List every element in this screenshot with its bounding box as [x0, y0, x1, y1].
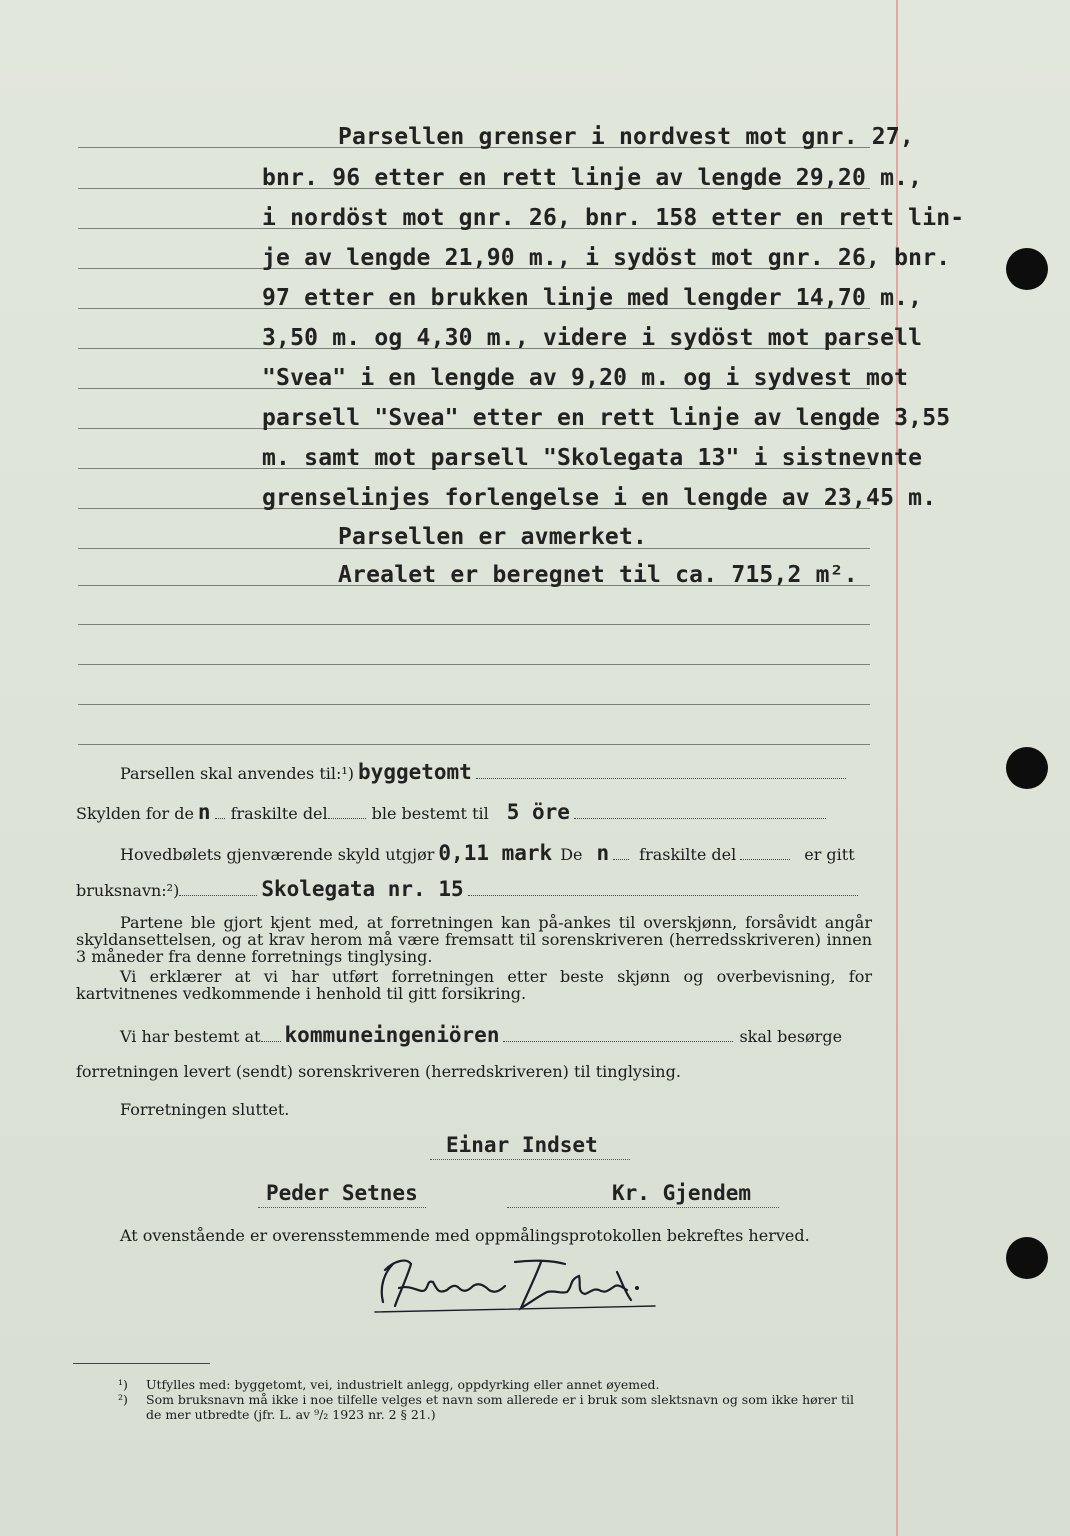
- dotted-line: [503, 1027, 733, 1042]
- dotted-line: [215, 804, 225, 819]
- signature-line: [258, 1206, 426, 1208]
- description-line: parsell "Svea" etter en rett linje av lengde 3,55: [262, 405, 951, 431]
- dotted-line: [261, 1027, 281, 1042]
- signature-line: [430, 1158, 630, 1160]
- description-line: Parsellen er avmerket.: [338, 524, 648, 550]
- signature-typed-1: Einar Indset: [446, 1133, 598, 1157]
- tax-value: 5 öre: [506, 800, 570, 824]
- resp-value: kommuneingeniören: [284, 1023, 500, 1047]
- dotted-line: [613, 845, 629, 860]
- punch-hole-middle: [1006, 747, 1048, 789]
- tax-fill-1: n: [197, 800, 211, 824]
- description-line: bnr. 96 etter en rett linje av lengde 29,20 m.,: [262, 165, 923, 191]
- ruled-line: [78, 664, 870, 665]
- signature-typed-3: Kr. Gjendem: [612, 1181, 752, 1205]
- name-value: Skolegata nr. 15: [261, 877, 464, 901]
- description-line: m. samt mot parsell "Skolegata 13" i sistnevnte: [262, 445, 923, 471]
- dotted-line: [574, 804, 826, 819]
- main-label-3: fraskilte del: [639, 845, 737, 864]
- ruled-line: [78, 744, 870, 745]
- use-label: Parsellen skal anvendes til:¹): [120, 764, 355, 783]
- area-line: Arealet er beregnet til ca. 715,2 m².: [338, 562, 858, 588]
- dotted-line: [476, 764, 846, 779]
- description-line: i nordöst mot gnr. 26, bnr. 158 etter en rett lin-: [262, 205, 965, 231]
- description-line: "Svea" i en lengde av 9,20 m. og i sydvest mot: [262, 365, 909, 391]
- footnote-text: Som bruksnavn må ikke i noe tilfelle velges et navn som allerede er i bruk som slektsnavn og som ikke hører til de mer utbredte (jfr. L. av ⁹/₂ 1923 nr. 2 § 21.): [146, 1392, 855, 1422]
- tax-row: [76, 800, 826, 824]
- declaration-paragraph: Vi erklærer at vi har utført forretningen etter beste skjønn og overbevisning, for kartvitnenes vedkommende i henhold til gitt forsikring.: [76, 967, 872, 1003]
- use-value: byggetomt: [358, 760, 472, 784]
- appeal-paragraph: Partene ble gjort kjent med, at forretningen kan på-ankes til overskjønn, forsåvidt angår skyldansettelsen, og at krav herom må være fremsatt til sorenskriveren (herredsskriveren) innen 3 måneder fra denne forretnings tinglysing.: [76, 913, 872, 966]
- footnote-mark: ¹): [118, 1377, 128, 1392]
- tax-label-3: ble bestemt til: [371, 804, 489, 823]
- footnote-text: Utfylles med: byggetomt, vei, industrielt anlegg, oppdyrking eller annet øyemed.: [146, 1377, 660, 1392]
- main-tax-row: [120, 841, 855, 865]
- footnote-1: [118, 1377, 872, 1392]
- punch-hole-top: [1006, 248, 1048, 290]
- footnote-rule: [73, 1363, 210, 1364]
- delivery-line: forretningen levert (sendt) sorenskriveren (herredskriveren) til tinglysing.: [76, 1062, 681, 1081]
- description-line: grenselinjes forlengelse i en lengde av 23,45 m.: [262, 485, 937, 511]
- description-line: 3,50 m. og 4,30 m., videre i sydöst mot parsell: [262, 325, 923, 351]
- use-row: [120, 760, 846, 784]
- dotted-line: [740, 845, 790, 860]
- name-label: bruksnavn:²): [76, 881, 180, 900]
- ruled-line: [78, 624, 870, 625]
- tax-label-1: Skylden for de: [76, 804, 194, 823]
- resp-label-1: Vi har bestemt at: [120, 1027, 261, 1046]
- main-label-1: Hovedbølets gjenværende skyld utgjør: [120, 845, 435, 864]
- description-line: Parsellen grenser i nordvest mot gnr. 27,: [338, 124, 914, 150]
- name-row: [76, 877, 858, 901]
- dotted-line: [179, 881, 257, 896]
- responsible-row: [120, 1023, 842, 1047]
- punch-hole-bottom: [1006, 1237, 1048, 1279]
- resp-label-2: skal besørge: [739, 1027, 843, 1046]
- description-line: 97 etter en brukken linje med lengder 14,70 m.,: [262, 285, 923, 311]
- ruled-line: [78, 704, 870, 705]
- main-label-2: De: [560, 845, 583, 864]
- main-value: 0,11 mark: [438, 841, 553, 865]
- main-label-4: er gitt: [804, 845, 855, 864]
- tax-label-2: fraskilte del: [230, 804, 328, 823]
- description-line: je av lengde 21,90 m., i sydöst mot gnr. 26, bnr.: [262, 245, 951, 271]
- footnote-mark: ²): [118, 1392, 128, 1407]
- footnote-2: [118, 1392, 872, 1422]
- dotted-line: [468, 881, 858, 896]
- main-fill: n: [596, 841, 610, 865]
- attest-line: At ovenstående er overensstemmende med oppmålingsprotokollen bekreftes herved.: [120, 1226, 810, 1245]
- signature-line: [507, 1206, 779, 1208]
- dotted-line: [328, 804, 366, 819]
- handwritten-signature: [355, 1250, 685, 1320]
- footnotes: [118, 1377, 872, 1422]
- signature-typed-2: Peder Setnes: [266, 1181, 418, 1205]
- closing-line: Forretningen sluttet.: [120, 1100, 290, 1119]
